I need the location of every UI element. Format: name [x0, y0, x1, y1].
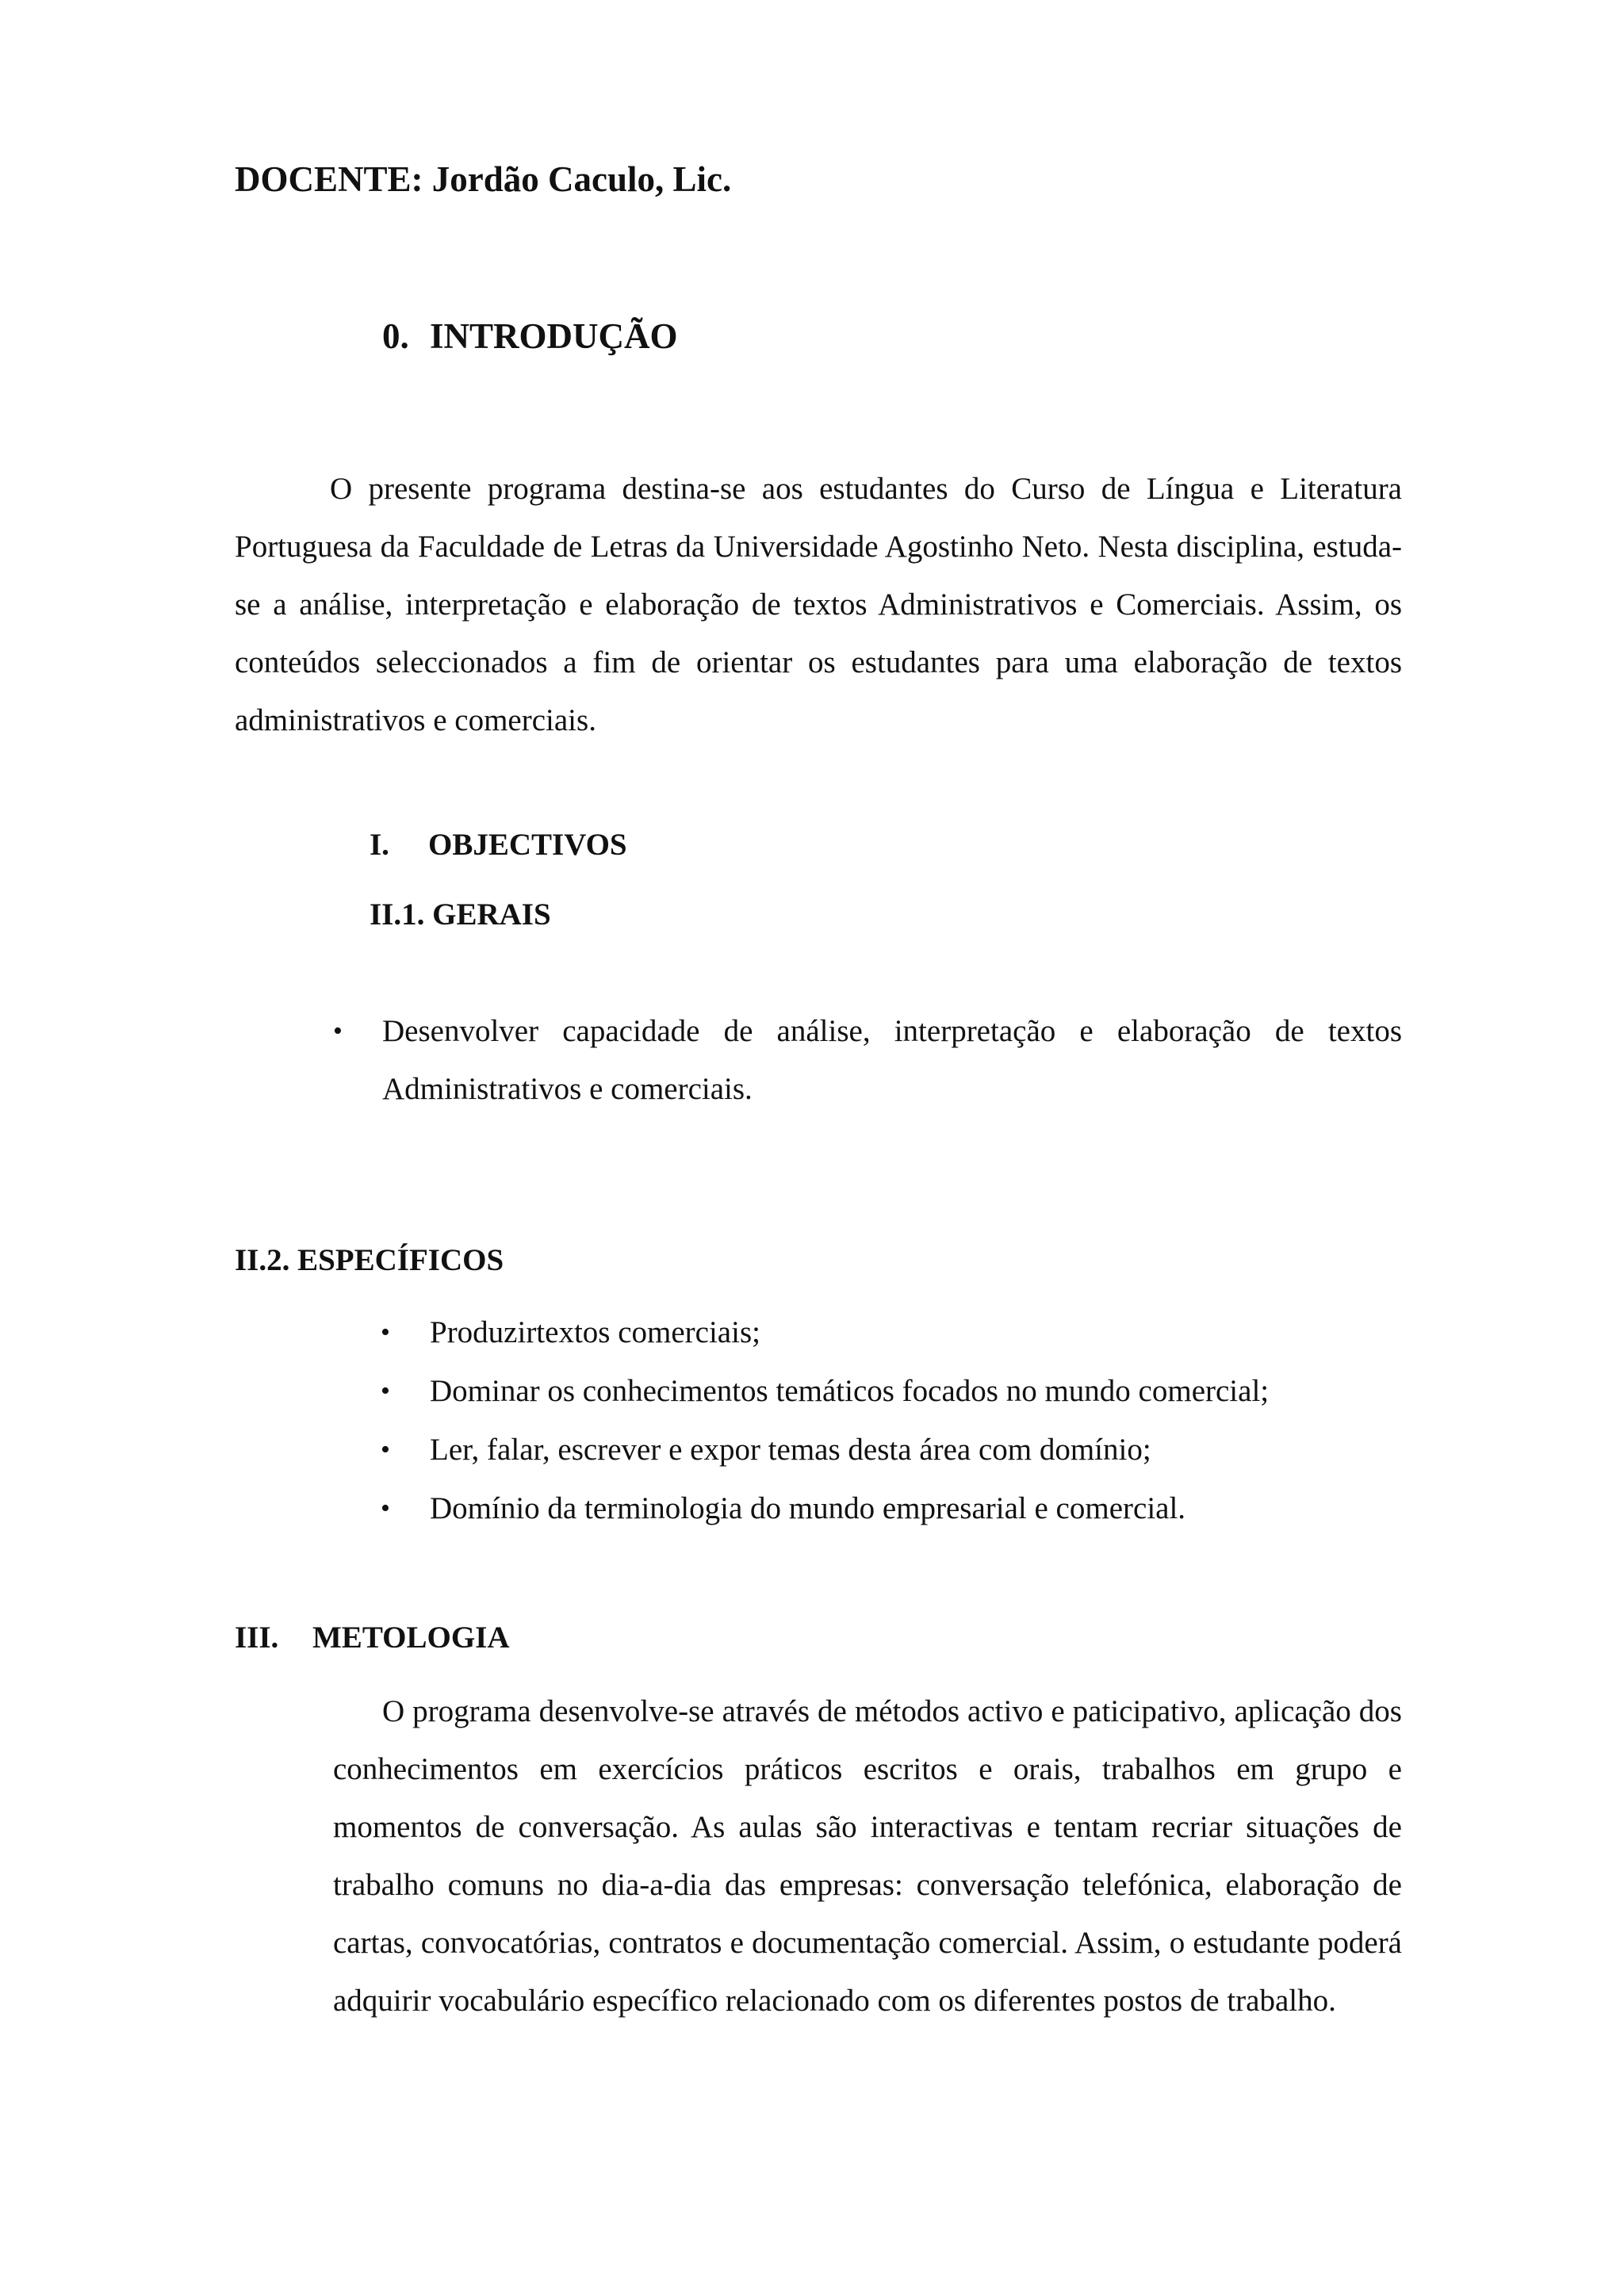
list-item — [381, 1303, 1402, 1362]
list-item — [381, 1362, 1402, 1421]
bullet-icon: • — [381, 1318, 390, 1347]
metologia-title: METOLOGIA — [312, 1621, 510, 1655]
metologia-number: III. — [235, 1621, 279, 1655]
metologia-heading — [235, 1614, 510, 1662]
bullet-icon: • — [381, 1376, 390, 1406]
especificos-item-text: Domínio da terminologia do mundo empresarial e comercial. — [430, 1491, 1186, 1525]
gerais-item-text: Desenvolver capacidade de análise, interpretação e elaboração de textos Administrativos e comerciais. — [382, 1014, 1402, 1106]
bullet-icon: • — [333, 1016, 343, 1046]
list-item — [381, 1421, 1402, 1479]
especificos-item-text: Produzirtextos comerciais; — [430, 1315, 760, 1349]
introducao-title: INTRODUÇÃO — [430, 316, 678, 356]
especificos-item-text: Ler, falar, escrever e expor temas desta área com domínio; — [430, 1433, 1151, 1467]
objectivos-number: I. — [370, 828, 389, 862]
especificos-heading: II.2. ESPECÍFICOS — [235, 1243, 504, 1277]
especificos-list — [381, 1303, 1402, 1538]
objectivos-title: OBJECTIVOS — [428, 828, 627, 862]
introducao-heading — [382, 312, 678, 360]
list-item — [381, 1479, 1402, 1538]
gerais-list — [333, 1002, 1402, 1118]
introducao-number: 0. — [382, 316, 409, 356]
introducao-paragraph: O presente programa destina-se aos estudantes do Curso de Língua e Literatura Portuguesa da Faculdade de Letras da Universidade Agostinho Neto. Nesta disciplina, estuda-se a análise, interpretação e elaboração de textos Administrativos e Comerciais. Assim, os conteúdos seleccionados a fim de orientar os estudantes para uma elaboração de textos administrativos e comerciais. — [235, 472, 1402, 737]
gerais-heading: II.1. GERAIS — [370, 897, 551, 932]
list-item — [333, 1002, 1402, 1118]
especificos-item-text: Dominar os conhecimentos temáticos focados no mundo comercial; — [430, 1374, 1270, 1408]
docente-line: DOCENTE: Jordão Caculo, Lic. — [235, 159, 732, 199]
metologia-paragraph: O programa desenvolve-se através de métodos activo e paticipativo, aplicação dos conhecimentos em exercícios práticos escritos e orais, trabalhos em grupo e momentos de conversação. As aulas são interactivas e tentam recriar situações de trabalho comuns no dia-a-dia das empresas: conversação telefónica, elaboração de cartas, convocatórias, contratos e documentação comercial. Assim, o estudante poderá adquirir vocabulário específico relacionado com os diferentes postos de trabalho. — [333, 1694, 1402, 2018]
objectivos-heading — [370, 821, 627, 869]
bullet-icon: • — [381, 1494, 390, 1523]
bullet-icon: • — [381, 1435, 390, 1464]
